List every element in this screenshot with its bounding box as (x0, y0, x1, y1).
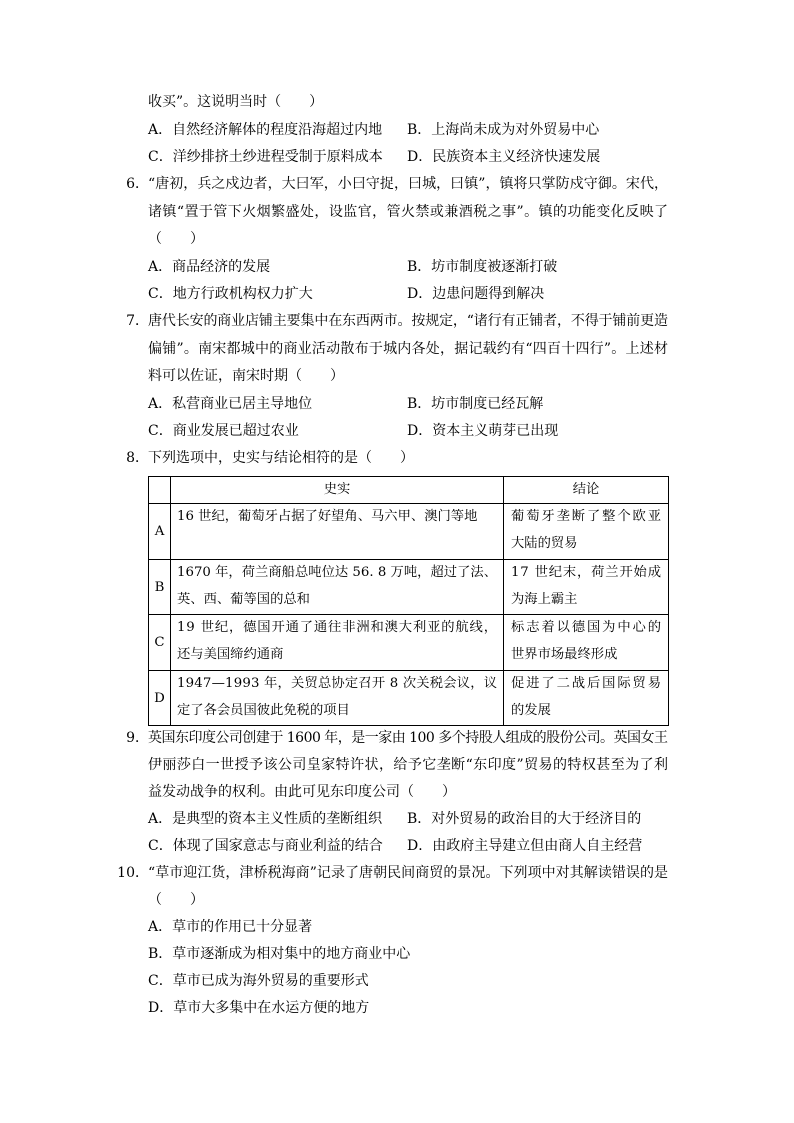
option-a: A．草市的作用已十分显著 (148, 918, 313, 935)
question-9-first-line (0, 725, 794, 752)
fact-line: 英、西、葡等国的总和 (177, 591, 310, 607)
question-10-option-c-row (0, 968, 794, 995)
option-c: C．草市已成为海外贸易的重要形式 (148, 972, 369, 989)
table-row (149, 504, 669, 560)
table-row (149, 560, 669, 615)
question-10-number: 10． (117, 864, 149, 881)
option-a: A．是典型的资本主义性质的垄断组织 (148, 810, 383, 827)
option-c: C．商业发展已超过农业 (148, 422, 299, 439)
question-6-options-row-ab (0, 254, 794, 281)
option-d: D．由政府主导建立但由商人自主经营 (407, 837, 643, 854)
conclusion-line: 为海上霸主 (511, 591, 578, 607)
row-label: A (149, 504, 171, 560)
row-label: C (149, 615, 171, 671)
fact-cell (171, 615, 504, 671)
option-d: D．资本主义萌芽已出现 (407, 422, 559, 439)
row-label: D (149, 671, 171, 726)
option-c: C．体现了国家意志与商业利益的结合 (148, 837, 383, 854)
fact-line: 还与美国缔约通商 (177, 646, 284, 662)
prev-question-options-row-ab (0, 117, 794, 144)
option-a: A．自然经济解体的程度沿海超过内地 (148, 121, 383, 138)
fact-line: 19 世纪，德国开通了通往非洲和澳大利亚的航线， (177, 620, 498, 635)
question-stem-line: 料可以佐证，南宋时期（ ） (148, 368, 344, 385)
option-b: B．上海尚未成为对外贸易中心 (407, 121, 600, 138)
question-9-line-2 (0, 752, 794, 779)
question-10-option-b-row (0, 941, 794, 968)
question-7-first-line (0, 308, 794, 335)
question-10-line-2 (0, 887, 794, 914)
question-stem-line: 诸镇“置于管下火烟繁盛处，设监官，管火禁或兼酒税之事”。镇的功能变化反映了 (148, 203, 669, 220)
table-header-label-cell (149, 477, 171, 504)
lower-questions (0, 725, 794, 1022)
question-stem-line: 偏铺”。南宋都城中的商业活动散布于城内各处，据记载约有“四百十四行”。上述材 (148, 340, 669, 357)
question-6-line-3 (0, 226, 794, 253)
conclusion-line: 标志着以德国为中心的 (511, 620, 663, 635)
question-9-line-3 (0, 779, 794, 806)
option-b: B．坊市制度被逐渐打破 (407, 258, 558, 275)
question-10-option-a-row (0, 914, 794, 941)
question-7-options-row-ab (0, 391, 794, 418)
option-a: A．商品经济的发展 (148, 258, 271, 275)
question-stem-line: 唐代长安的商业店铺主要集中在东西两市。按规定，“诸行有正铺者，不得于铺前更造 (148, 313, 668, 330)
conclusion-line: 促进了二战后国际贸易 (511, 676, 663, 691)
prev-question-options-row-cd (0, 144, 794, 171)
table-row (149, 615, 669, 671)
conclusion-line: 大陆的贸易 (511, 535, 578, 551)
option-b: B．坊市制度已经瓦解 (407, 395, 544, 412)
fact-line: 1947—1993 年，关贸总协定召开 8 次关税会议，议 (177, 676, 498, 691)
answer-blank: （ ） (148, 891, 204, 908)
question-7-line-2 (0, 336, 794, 363)
question-stem-line: 伊丽莎白一世授予该公司皇家特许状，给予它垄断“东印度”贸易的特权甚至为了利 (148, 756, 669, 773)
question-stem-line: 下列选项中，史实与结论相符的是（ ） (148, 450, 414, 467)
question-stem-line: 收买”。这说明当时（ ） (148, 94, 324, 111)
conclusion-line: 世界市场最终形成 (511, 646, 618, 662)
question-stem-line: “草市迎江货，津桥税海商”记录了唐朝民间商贸的景况。下列项中对其解读错误的是 (148, 864, 669, 881)
option-c: C．洋纱排挤土纱进程受制于原料成本 (148, 149, 383, 166)
option-d: D．草市大多集中在水运方便的地方 (148, 999, 370, 1016)
option-a: A．私营商业已居主导地位 (148, 395, 313, 412)
question-8-number: 8． (126, 450, 149, 467)
table-header-conclusion: 结论 (504, 477, 669, 504)
conclusion-cell (504, 560, 669, 615)
conclusion-line: 的发展 (511, 702, 551, 718)
conclusion-cell (504, 504, 669, 560)
option-b: B．草市逐渐成为相对集中的地方商业中心 (148, 945, 411, 962)
question-7-line-3 (0, 363, 794, 390)
row-label: B (149, 560, 171, 615)
question-9-options-row-ab (0, 806, 794, 833)
question-10-first-line (0, 860, 794, 887)
option-b: B．对外贸易的政治目的大于经济目的 (407, 810, 642, 827)
question-8-first-line (0, 445, 794, 472)
conclusion-line: 葡萄牙垄断了整个欧亚 (511, 509, 663, 524)
fact-line: 16 世纪，葡萄牙占据了好望角、马六甲、澳门等地 (177, 509, 478, 524)
question-6-options-row-cd (0, 281, 794, 308)
fact-line: 定了各会员国彼此免税的项目 (177, 702, 350, 718)
conclusion-cell (504, 615, 669, 671)
question-9-options-row-cd (0, 833, 794, 860)
fact-cell (171, 671, 504, 726)
question-9-number: 9． (126, 729, 149, 746)
question-stem-line: 益发动战争的权利。由此可见东印度公司（ ） (148, 783, 456, 800)
question-stem-line: “唐初，兵之戍边者，大曰军，小曰守捉，曰城，曰镇”，镇将只掌防戍守御。宋代， (148, 176, 669, 193)
table-row (149, 671, 669, 726)
option-c: C．地方行政机构权力扩大 (148, 286, 313, 303)
question-7-number: 7． (126, 313, 149, 330)
option-d: D．边患问题得到解决 (407, 286, 545, 303)
fact-cell (171, 560, 504, 615)
conclusion-cell (504, 671, 669, 726)
conclusion-line: 17 世纪末，荷兰开始成 (511, 565, 662, 580)
upper-questions (0, 89, 794, 472)
fact-line: 1670 年，荷兰商船总吨位达 56. 8 万吨，超过了法、 (177, 565, 498, 580)
fact-cell (171, 504, 504, 560)
question-stem-line: 英国东印度公司创建于 1600 年，是一家由 100 多个持股人组成的股份公司。英国女王 (148, 729, 668, 746)
prev-question-stem-line (0, 89, 794, 116)
answer-blank: （ ） (148, 231, 204, 248)
option-d: D．民族资本主义经济快速发展 (407, 149, 601, 166)
table-header-fact: 史实 (171, 477, 504, 504)
question-6-line-2 (0, 199, 794, 226)
question-6-number: 6． (126, 176, 149, 193)
question-7-options-row-cd (0, 418, 794, 445)
question-8-table (148, 476, 669, 726)
table-header-row (149, 477, 669, 504)
question-10-option-d-row (0, 995, 794, 1022)
question-6-first-line (0, 171, 794, 198)
